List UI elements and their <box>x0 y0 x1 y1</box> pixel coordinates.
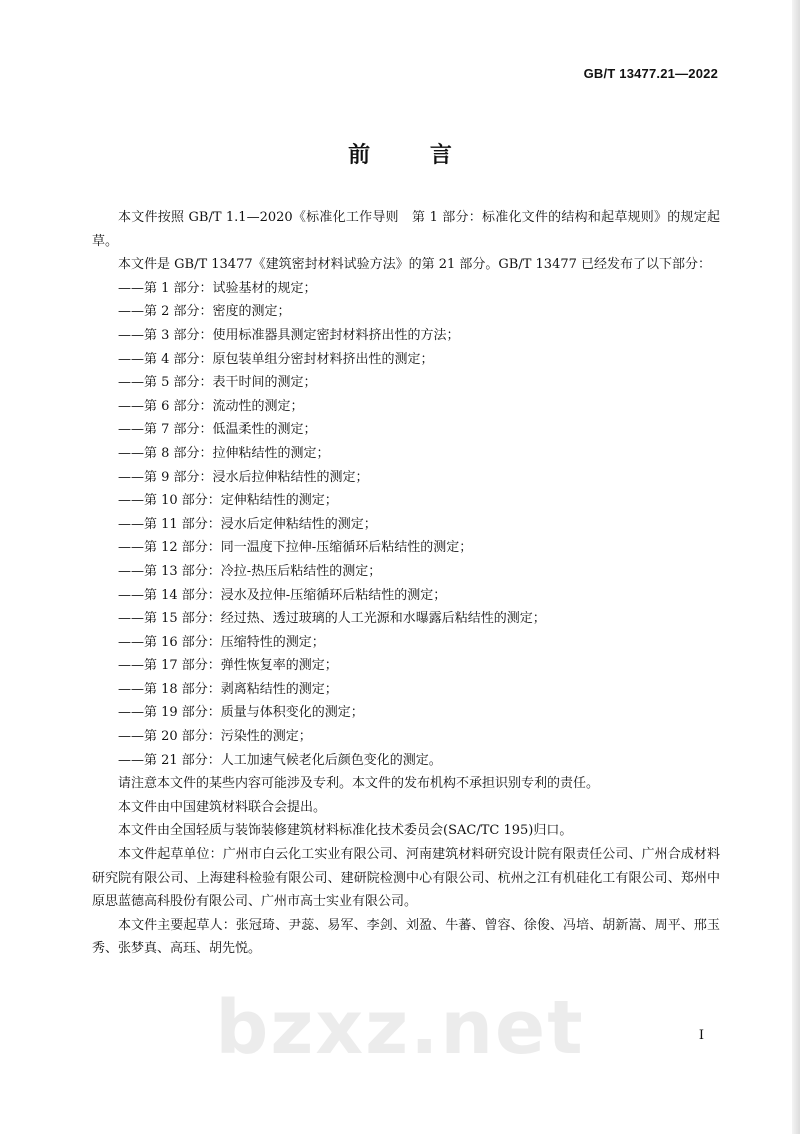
watermark: bzxz.net <box>215 985 585 1071</box>
intro-paragraph: 本文件按照 GB/T 1.1—2020《标准化工作导则 第 1 部分：标准化文件的结构和起草规则》的规定起草。 <box>92 210 720 249</box>
list-item: ——第 7 部分：低温柔性的测定； <box>118 422 317 438</box>
list-item: ——第 1 部分：试验基材的规定； <box>118 280 317 296</box>
list-item: ——第 16 部分：压缩特性的测定； <box>118 634 325 650</box>
page-title: 前 言 <box>348 143 478 168</box>
list-item: ——第 18 部分：剥离粘结性的测定； <box>118 681 338 697</box>
list-item: ——第 4 部分：原包装单组分密封材料挤出性的测定； <box>118 351 434 367</box>
list-item: ——第 20 部分：污染性的测定； <box>118 729 312 745</box>
proposer-paragraph: 本文件由中国建筑材料联合会提出。 <box>118 799 327 815</box>
page-edge <box>792 0 800 1134</box>
list-item: ——第 13 部分：冷拉-热压后粘结性的测定； <box>118 563 382 579</box>
list-item: ——第 3 部分：使用标准器具测定密封材料挤出性的方法； <box>118 327 460 343</box>
committee-paragraph: 本文件由全国轻质与装饰装修建筑材料标准化技术委员会(SAC/TC 195)归口。 <box>118 823 573 839</box>
list-item: ——第 19 部分：质量与体积变化的测定； <box>118 705 364 721</box>
intro-paragraph: 本文件是 GB/T 13477《建筑密封材料试验方法》的第 21 部分。GB/T 13477 已经发布了以下部分： <box>118 257 712 273</box>
drafters-paragraph: 本文件主要起草人：张冠琦、尹蕊、易军、李剑、刘盈、牛蕃、曾容、徐俊、冯培、胡新嵩、周平、邢玉秀、张梦真、高珏、胡先悦。 <box>92 917 720 957</box>
document-body <box>92 206 720 961</box>
list-item: ——第 8 部分：拉伸粘结性的测定； <box>118 445 330 461</box>
list-item: ——第 21 部分：人工加速气候老化后颜色变化的测定。 <box>118 752 442 768</box>
page-number: I <box>698 1028 704 1043</box>
list-item: ——第 2 部分：密度的测定； <box>118 304 291 320</box>
standard-number: GB/T 13477.21—2022 <box>583 66 718 81</box>
list-item: ——第 15 部分：经过热、透过玻璃的人工光源和水曝露后粘结性的测定； <box>118 611 546 627</box>
list-item: ——第 10 部分：定伸粘结性的测定； <box>118 493 338 509</box>
patent-notice: 请注意本文件的某些内容可能涉及专利。本文件的发布机构不承担识别专利的责任。 <box>118 776 600 792</box>
list-item: ——第 17 部分：弹性恢复率的测定； <box>118 658 338 674</box>
list-item: ——第 6 部分：流动性的测定； <box>118 398 304 414</box>
list-item: ——第 11 部分：浸水后定伸粘结性的测定； <box>118 516 377 532</box>
list-item: ——第 14 部分：浸水及拉伸-压缩循环后粘结性的测定； <box>118 587 447 603</box>
list-item: ——第 9 部分：浸水后拉伸粘结性的测定； <box>118 469 369 485</box>
drafting-units-paragraph: 本文件起草单位：广州市白云化工实业有限公司、河南建筑材料研究设计院有限责任公司、广州合成材料研究院有限公司、上海建科检验有限公司、建研院检测中心有限公司、杭州之江有机硅化工有限公司、郑州中原思蓝德高科股份有限公司、广州市高士实业有限公司。 <box>92 847 720 910</box>
parts-list <box>92 277 720 772</box>
list-item: ——第 12 部分：同一温度下拉伸-压缩循环后粘结性的测定； <box>118 540 473 556</box>
list-item: ——第 5 部分：表干时间的测定； <box>118 375 317 391</box>
